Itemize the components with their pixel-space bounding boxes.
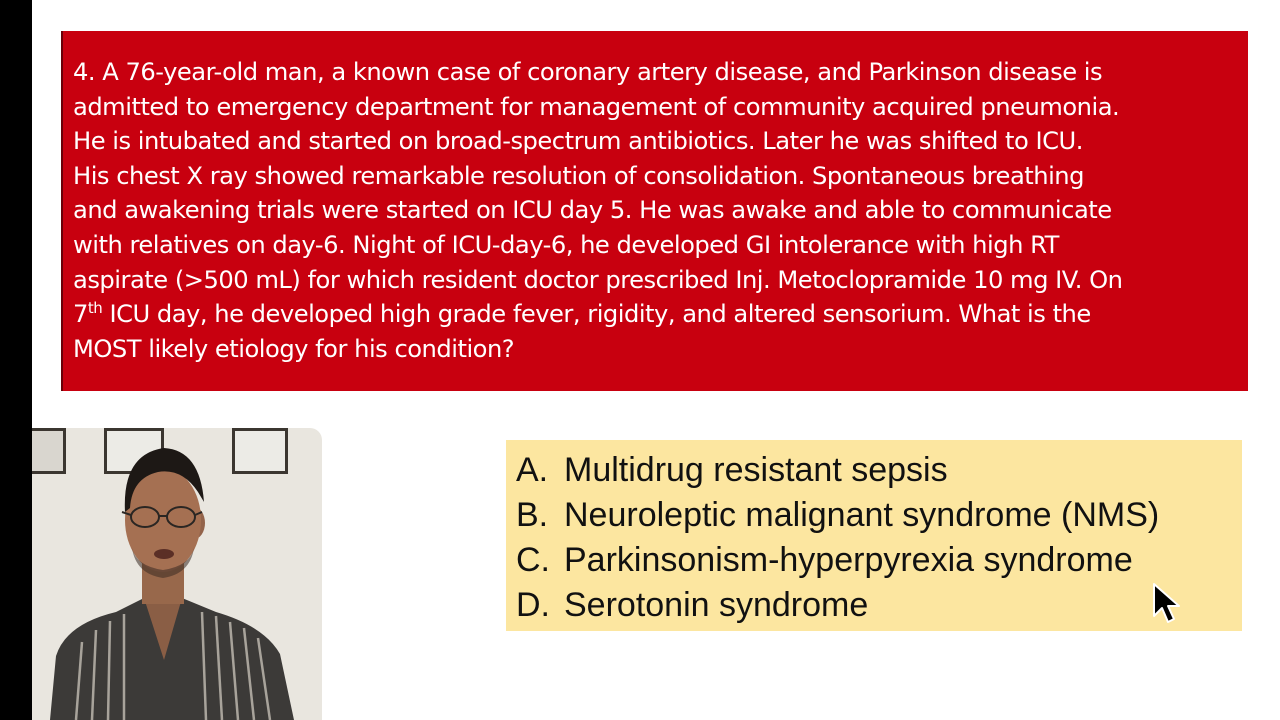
question-stem: A 76-year-old man, a known case of coronary artery disease, and Parkinson disease is admitted to emergency department for management of community acquired pneumonia. He is intubated and started on broad-spectrum antibiotics. Later he was shifted to ICU. His chest X ray showed remarkable resolution of consolidation. Spontaneous breathing and awakening trials were started on ICU day 5. He was awake and able to communicate with relatives on day-6. Night of ICU-day-6, he developed GI intolerance with high RT aspirate (>500 mL) for which resident doctor prescribed Inj. Metoclopramide 10 mg IV. On 7 — [73, 58, 1123, 329]
option-c-letter: C. — [516, 541, 550, 579]
option-a-letter: A. — [516, 451, 549, 489]
option-a[interactable] — [516, 448, 1242, 493]
option-d-letter: D. — [516, 586, 550, 624]
option-b-letter: B. — [516, 496, 549, 534]
option-d[interactable] — [516, 583, 1242, 628]
ordinal-suffix: th — [87, 299, 103, 318]
option-d-text: Serotonin syndrome — [564, 586, 869, 624]
presenter-video — [32, 428, 322, 720]
option-b[interactable] — [516, 493, 1242, 538]
option-c-text: Parkinsonism-hyperpyrexia syndrome — [564, 541, 1133, 579]
option-a-text: Multidrug resistant sepsis — [564, 451, 948, 489]
answer-options — [506, 440, 1242, 631]
option-c[interactable] — [516, 538, 1242, 583]
presenter-figure — [32, 428, 322, 720]
left-black-bar — [0, 0, 32, 720]
question-box — [61, 31, 1248, 391]
question-stem-end: ICU day, he developed high grade fever, rigidity, and altered sensorium. What is the MOST likely etiology for his condition? — [73, 300, 1091, 363]
option-b-text: Neuroleptic malignant syndrome (NMS) — [564, 496, 1160, 534]
question-number: 4. — [73, 58, 96, 86]
question-text — [73, 55, 1236, 366]
mouse-pointer-icon — [1152, 582, 1182, 626]
